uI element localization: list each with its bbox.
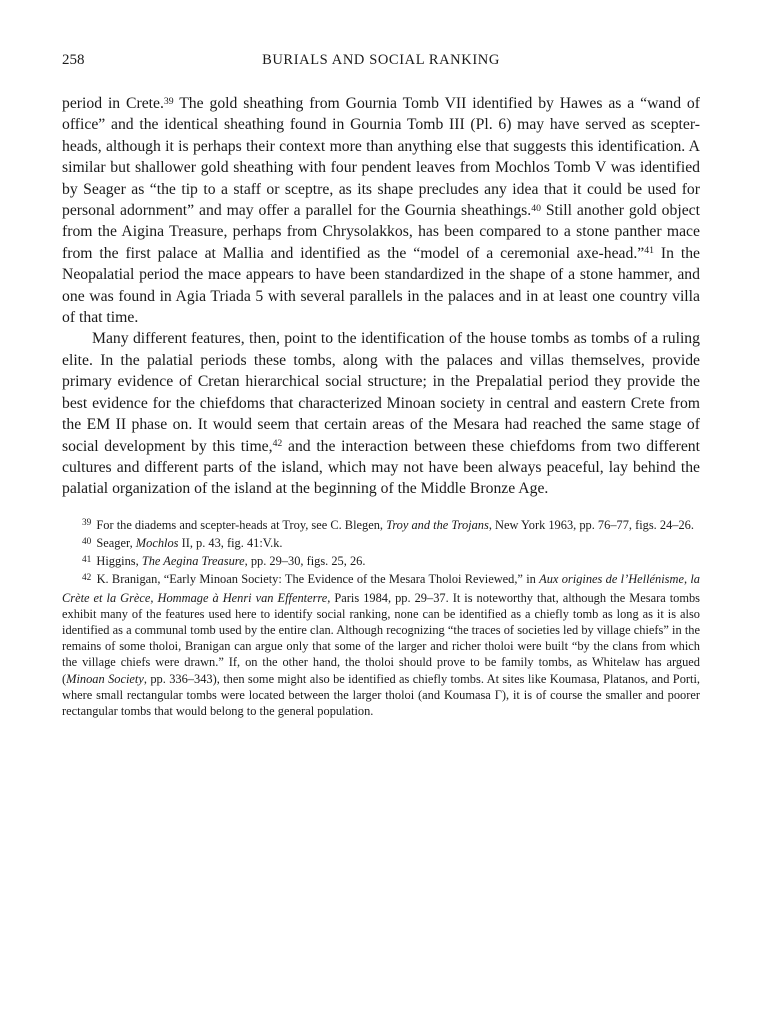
paragraph-1-text-c: Still another gold object from the Aigina Treasure, perhaps from Chrysolakkos, has been compared to a stone panther mace from the first palace at Mallia and identified as the “model of a ceremonial axe-head.” bbox=[62, 202, 700, 262]
footnote-number: 39 bbox=[82, 518, 92, 529]
paragraph-1-text-d: In the Neopalatial period the mace appears to have been standardized in the shape of a stone hammer, and one was found in Agia Triada 5 with several parallels in the palaces and in at least one country villa of that time. bbox=[62, 244, 701, 327]
footnote-text: K. Branigan, “Early Minoan Society: The Evidence of the Mesara Tholoi Reviewed,” in bbox=[93, 572, 540, 587]
footnote-text: Higgins, bbox=[93, 554, 142, 569]
running-header bbox=[62, 50, 700, 76]
footnotes bbox=[62, 517, 700, 719]
footnote-ref-39: 39 bbox=[163, 95, 174, 107]
main-text bbox=[62, 93, 700, 500]
footnote-number: 42 bbox=[82, 573, 92, 584]
paragraph-1-text-a: period in Crete. bbox=[62, 95, 164, 112]
paragraph-1-text-b: The gold sheathing from Gournia Tomb VII identified by Hawes as a “wand of office” and the identical sheathing found in Gournia Tomb III (Pl. 6) may have served as scepter-heads, although it is perhaps their context more than anything else that suggests this identification. A similar but shallower gold sheathing with four pendent leaves from Mochlos Tomb V was identified by Seager as “the tip to a staff or sceptre, as its shape precludes any idea that it could be used for personal adornment” and may offer a parallel for the Gournia sheathings. bbox=[62, 95, 700, 220]
footnote-text: For the diadems and scepter-heads at Troy, see C. Blegen, bbox=[93, 517, 387, 532]
paragraph-1 bbox=[62, 93, 700, 328]
footnote-title-italic: Troy and the Trojans bbox=[386, 517, 489, 532]
footnote-number: 41 bbox=[82, 554, 92, 565]
footnote-number: 40 bbox=[82, 536, 92, 547]
footnote-text: Seager, bbox=[93, 535, 136, 550]
paragraph-2-text-a: Many different features, then, point to the identification of the house tombs as tombs of a ruling elite. In the palatial periods these tombs, along with the palaces and villas themselves, provide primary evidence of Cretan hierarchical social structure; in the Prepalatial period they provide the best evidence for the chiefdoms that characterized Minoan society in central and eastern Crete from the EM II phase on. It would seem that certain areas of the Mesara had reached the same stage of social development by this time, bbox=[62, 330, 700, 455]
footnote-text: , Paris 1984, pp. 29–37. It is noteworthy that, although the Mesara tombs exhibit many of the features used here to identify social ranking, none can be identified as a chiefly tomb as long as it is also identified as a communal tomb used by the entire clan. Although recognizing “the traces of societies led by village chiefs” in the remains of some tholoi, Branigan can argue only that some of the larger and richer tholoi were built “by the clans from which the village chiefs were drawn.” If, on the other hand, the tholoi should prove to be family tombs, as Whitelaw has argued ( bbox=[62, 590, 700, 686]
footnote-title-italic: Aux origines de l’Hellénisme, la Crète et la Grèce, Hommage à Henri van Effenterre bbox=[62, 572, 700, 605]
footnote-42 bbox=[62, 571, 700, 719]
paragraph-2-text-b: and the interaction between these chiefdoms from two different cultures and different parts of the island, which may not have been always peaceful, lay behind the palatial organization of the island at the beginning of the Middle Bronze Age. bbox=[62, 437, 701, 498]
footnote-40 bbox=[62, 535, 700, 553]
footnote-ref-40: 40 bbox=[531, 202, 541, 214]
footnote-text: , pp. 29–30, figs. 25, 26. bbox=[244, 554, 366, 569]
footnote-ref-41: 41 bbox=[644, 245, 654, 257]
paragraph-2 bbox=[62, 328, 700, 499]
footnote-39 bbox=[62, 517, 700, 535]
footnote-text: II, p. 43, fig. 41:V.k. bbox=[178, 535, 283, 550]
page-number: 258 bbox=[62, 52, 85, 68]
book-page bbox=[62, 50, 700, 719]
footnote-text: , New York 1963, pp. 76–77, figs. 24–26. bbox=[488, 517, 694, 532]
footnote-ref-42: 42 bbox=[272, 438, 283, 450]
footnote-41 bbox=[62, 553, 700, 571]
running-title: BURIALS AND SOCIAL RANKING bbox=[262, 52, 500, 68]
footnote-title-italic: Mochlos bbox=[135, 535, 179, 550]
footnote-title-italic: Minoan Society bbox=[66, 671, 144, 686]
footnote-title-italic: The Aegina Treasure bbox=[141, 554, 245, 569]
footnote-text: , pp. 336–343), then some might also be identified as chiefly tombs. At sites like Koumasa, Platanos, and Porti, where small rectangular tombs were located between the larger tholoi (and Koumasa Γ), it is of course the smaller and poorer rectangular tombs that would belong to the general population. bbox=[62, 671, 701, 718]
